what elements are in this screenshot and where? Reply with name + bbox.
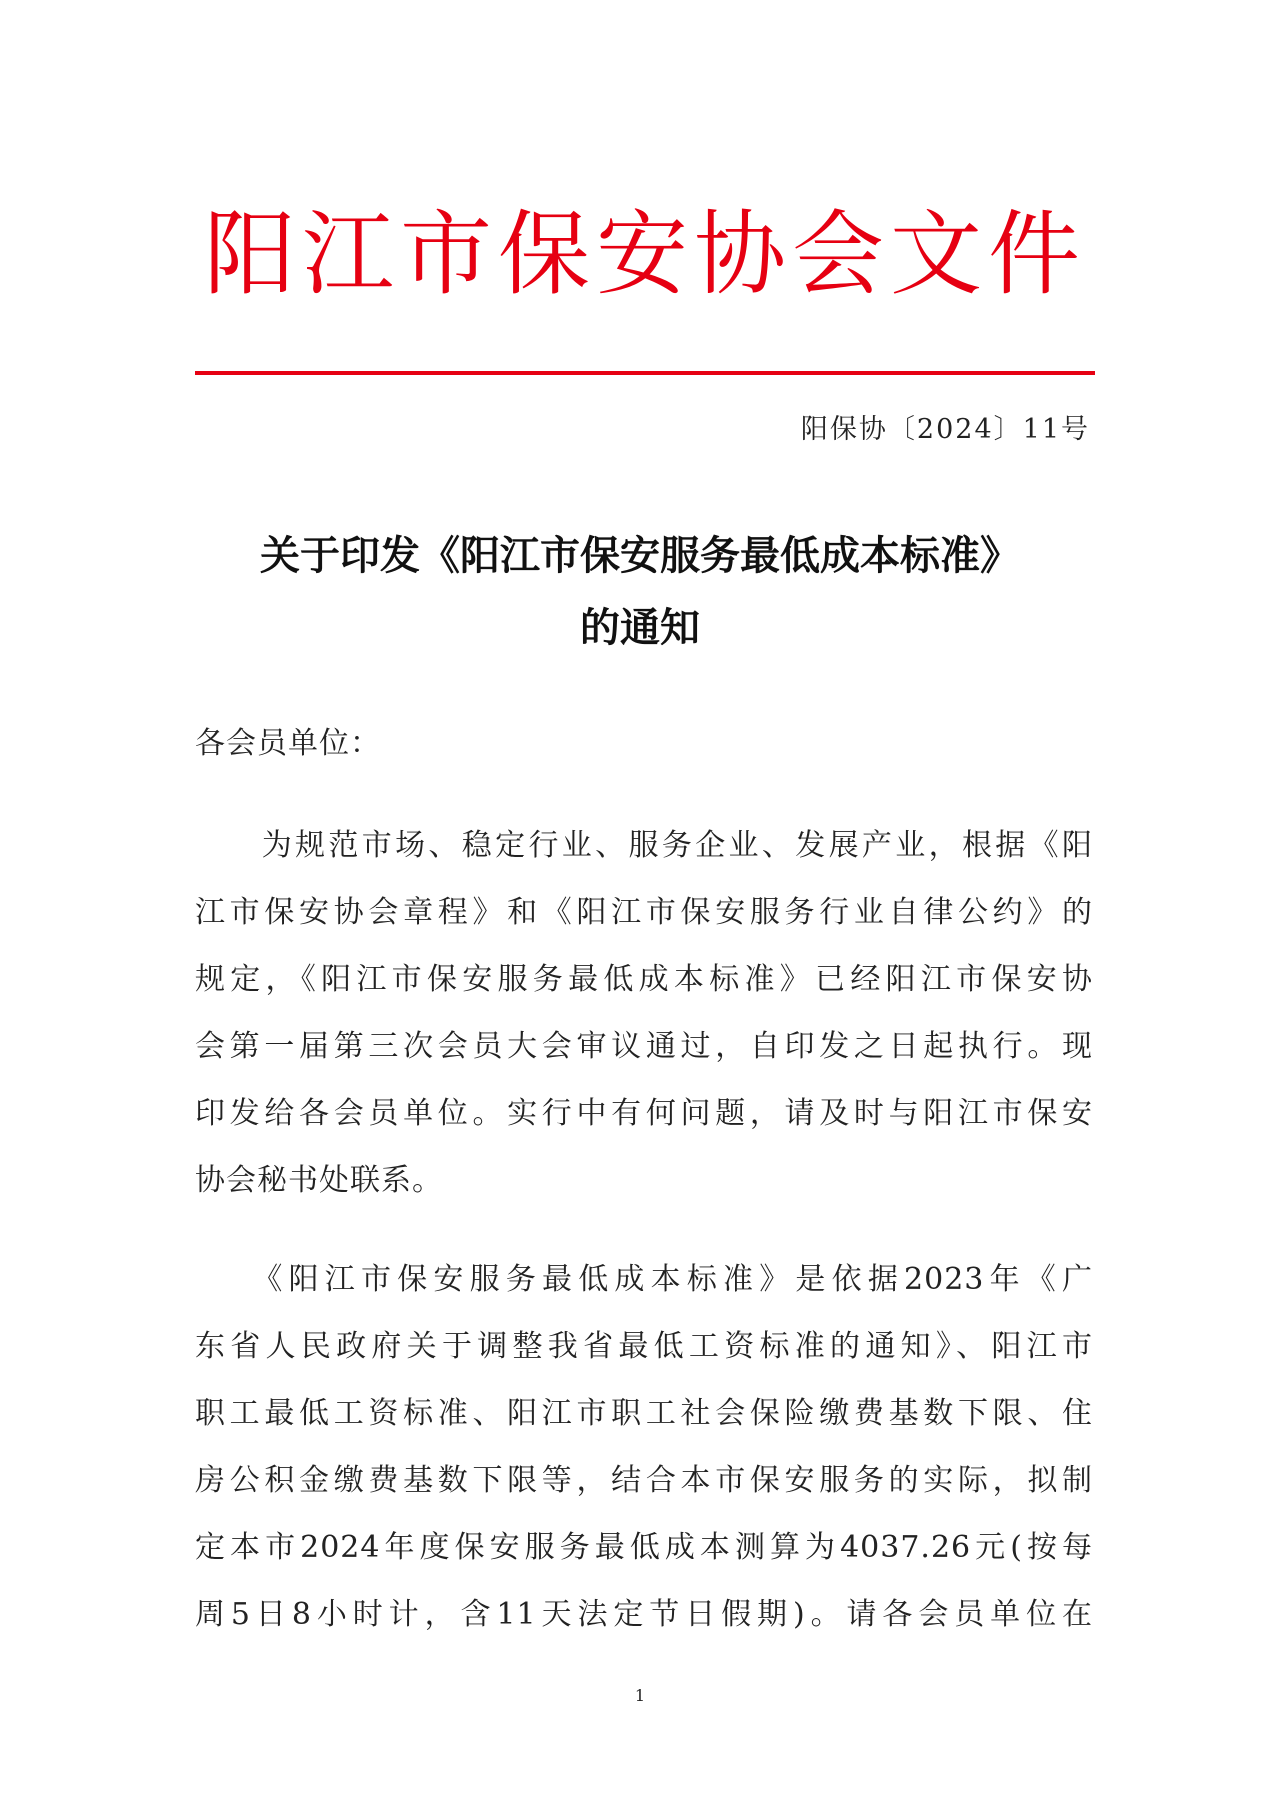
- salutation: 各会员单位：: [195, 726, 381, 761]
- body-paragraph-1: [195, 812, 1093, 1214]
- paragraph-line: 周5日8小时计，含11天法定节日假期)。请各会员单位在: [195, 1597, 1093, 1632]
- paragraph-line: 《阳江市保安服务最低成本标准》是依据2023年《广: [195, 1262, 1093, 1297]
- page-number: 1: [634, 1686, 646, 1705]
- document-title-line-2: 的通知: [580, 605, 700, 651]
- paragraph-line: 江市保安协会章程》和《阳江市保安服务行业自律公约》的: [195, 895, 1093, 930]
- paragraph-line: 定本市2024年度保安服务最低成本测算为4037.26元(按每: [195, 1530, 1093, 1565]
- paragraph-line: 协会秘书处联系。: [195, 1163, 443, 1198]
- organization-header-title: 阳江市保安协会文件: [203, 201, 1086, 308]
- document-number: 阳保协〔2024〕11号: [800, 414, 1090, 445]
- paragraph-line: 规定，《阳江市保安服务最低成本标准》已经阳江市保安协: [195, 962, 1093, 997]
- paragraph-line: 房公积金缴费基数下限等，结合本市保安服务的实际，拟制: [195, 1463, 1093, 1498]
- paragraph-line: 会第一届第三次会员大会审议通过，自印发之日起执行。现: [195, 1029, 1093, 1064]
- document-title: [180, 520, 1100, 664]
- paragraph-line: 为规范市场、稳定行业、服务企业、发展产业，根据《阳: [195, 828, 1093, 863]
- body-paragraph-2: [195, 1246, 1093, 1648]
- document-title-line-1: 关于印发《阳江市保安服务最低成本标准》: [260, 533, 1020, 579]
- paragraph-line: 职工最低工资标准、阳江市职工社会保险缴费基数下限、住: [195, 1396, 1093, 1431]
- paragraph-line: 东省人民政府关于调整我省最低工资标准的通知》、阳江市: [195, 1329, 1093, 1364]
- header-red-rule: [195, 371, 1095, 375]
- paragraph-line: 印发给各会员单位。实行中有何问题，请及时与阳江市保安: [195, 1096, 1093, 1131]
